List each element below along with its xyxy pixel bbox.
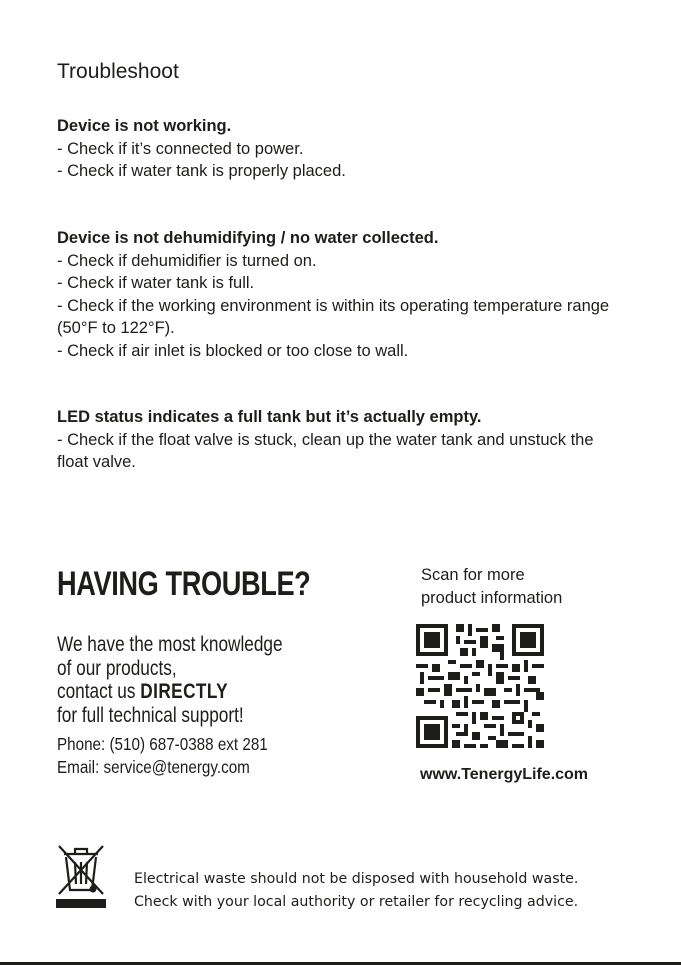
directly-emphasis: DIRECTLY	[140, 680, 229, 703]
section-line: - Check if the working environment is within its operating temperature range (50°F to 122°F).	[57, 296, 610, 337]
section-line: - Check if dehumidifier is turned on.	[57, 251, 317, 270]
having-trouble-heading: HAVING TROUBLE?	[57, 565, 311, 603]
email-address: Email: service@tenergy.com	[57, 756, 250, 777]
support-line: of our products,	[57, 656, 177, 680]
phone-number: Phone: (510) 687-0388 ext 281	[57, 734, 268, 754]
page-title: Troubleshoot	[57, 60, 179, 83]
qr-code-icon[interactable]	[416, 624, 544, 748]
scan-line: Scan for more	[421, 566, 525, 584]
section-not-dehumidifying	[57, 227, 617, 362]
section-not-working	[57, 115, 647, 183]
section-line: - Check if water tank is full.	[57, 274, 255, 292]
section-line: - Check if air inlet is blocked or too close to wall.	[57, 341, 409, 360]
section-led-status	[57, 406, 627, 474]
section-line: - Check if the float valve is stuck, clean up the water tank and unstuck the float valve.	[57, 430, 594, 471]
scan-line: product information	[421, 588, 563, 607]
disposal-notice	[134, 868, 578, 914]
contact-info	[57, 733, 268, 778]
disposal-line: Check with your local authority or retailer for recycling advice.	[134, 894, 579, 910]
support-line: for full technical support!	[57, 703, 244, 727]
support-message	[57, 633, 283, 727]
section-title: Device is not working.	[57, 117, 232, 135]
crossed-out-wheelie-bin-icon	[55, 842, 107, 908]
support-line-prefix: contact us	[57, 680, 141, 703]
section-title: Device is not dehumidifying / no water collected.	[57, 229, 439, 247]
disposal-line: Electrical waste should not be disposed with household waste.	[134, 871, 579, 887]
support-line: We have the most knowledge	[57, 633, 283, 656]
section-title: LED status indicates a full tank but it’s actually empty.	[57, 408, 482, 426]
section-line: - Check if water tank is properly placed.	[57, 162, 346, 180]
scan-caption	[421, 564, 562, 609]
website-link[interactable]: www.TenergyLife.com	[420, 766, 589, 783]
support-line	[57, 680, 283, 704]
section-line: - Check if it’s connected to power.	[57, 139, 304, 158]
